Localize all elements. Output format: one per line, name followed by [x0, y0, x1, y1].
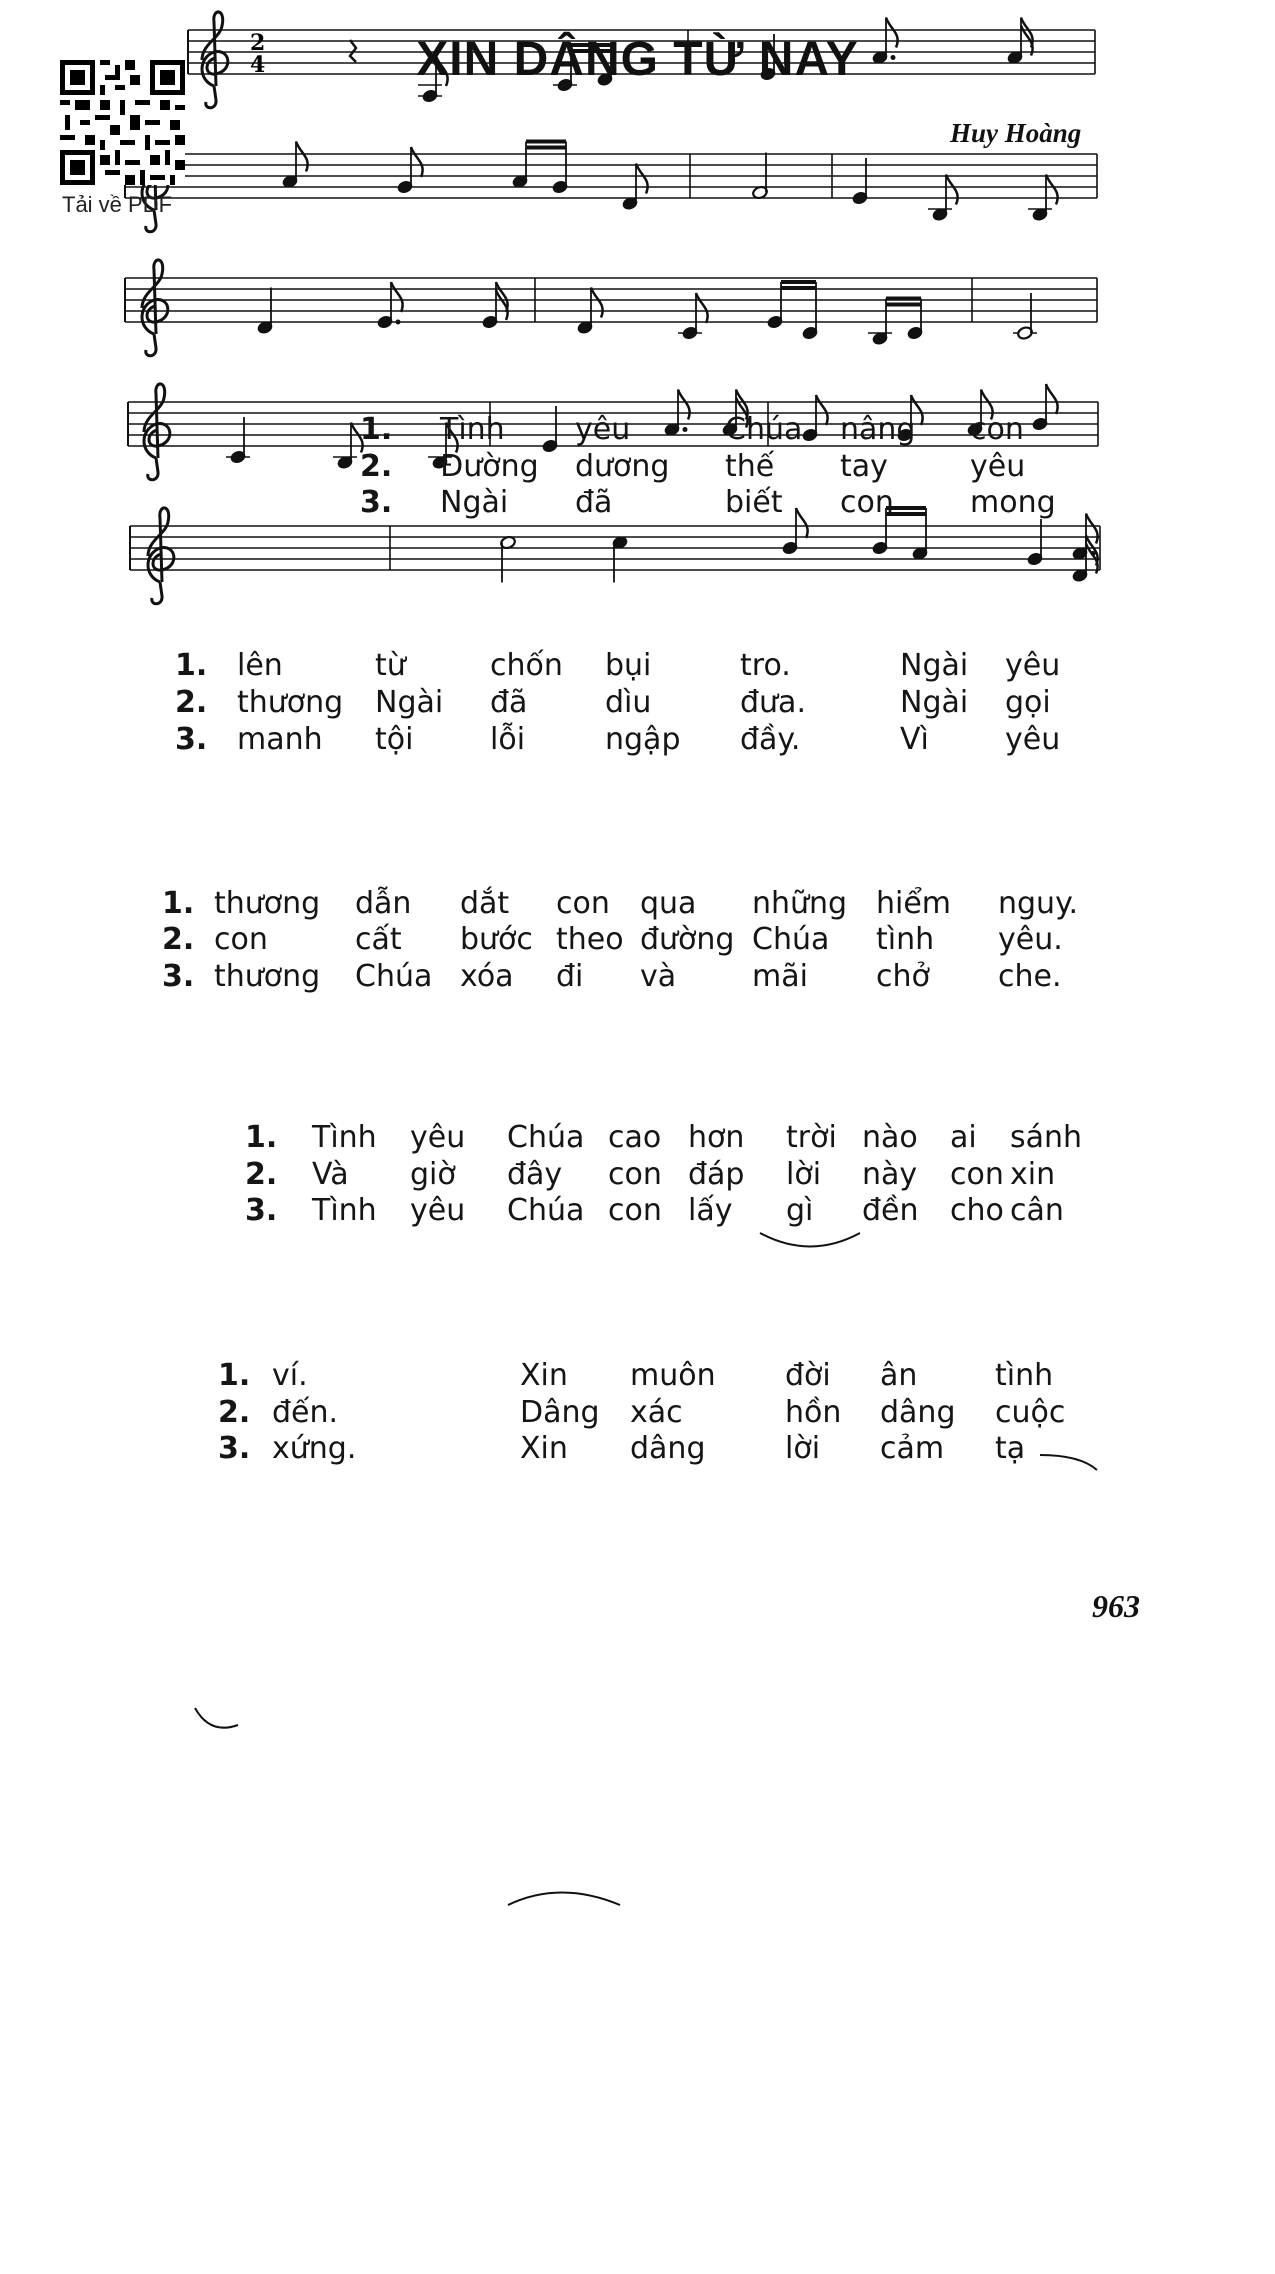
lyric-word: thương	[237, 685, 344, 720]
note-flag	[296, 142, 308, 172]
lyric-word: hồn	[785, 1395, 842, 1430]
lyric-word: yêu	[410, 1120, 466, 1155]
lyric-word: bụi	[605, 648, 652, 683]
verse-number: 2.	[162, 922, 195, 957]
time-signature: 2	[250, 30, 266, 56]
lyric-word: những	[752, 886, 848, 921]
lyric-word: lên	[237, 648, 283, 683]
lyric-word: nâng	[840, 412, 916, 447]
lyric-word: manh	[237, 722, 323, 757]
verse-number: 2.	[245, 1157, 278, 1192]
lyric-word: tình	[876, 922, 935, 957]
note-flag	[696, 293, 708, 323]
verse-number: 2.	[218, 1395, 251, 1430]
lyric-word: biết	[725, 485, 783, 520]
lyric-word: Chúa	[507, 1120, 585, 1155]
lyric-line	[0, 685, 1275, 723]
note-flag	[946, 175, 958, 205]
lyric-word: lời	[786, 1157, 822, 1192]
lyric-word: con	[608, 1193, 662, 1228]
lyric-word: che.	[998, 959, 1062, 994]
lyric-word: đáp	[688, 1157, 745, 1192]
lyric-line	[0, 922, 1275, 960]
verse-number: 1.	[175, 648, 208, 683]
lyric-word: đi	[556, 959, 584, 994]
lyric-word: yêu	[410, 1193, 466, 1228]
lyric-word: Tình	[440, 412, 505, 447]
lyric-word: mãi	[752, 959, 808, 994]
lyric-word: đưa.	[740, 685, 806, 720]
lyric-word: nào	[862, 1120, 918, 1155]
lyric-word: đã	[575, 485, 613, 520]
note-flag	[391, 282, 403, 312]
verse-number: 1.	[245, 1120, 278, 1155]
lyric-line	[0, 648, 1275, 686]
lyric-word: và	[640, 959, 677, 994]
lyric-word: cân	[1010, 1193, 1064, 1228]
lyric-word: đầy.	[740, 722, 801, 757]
lyric-word: đường	[640, 922, 735, 957]
lyric-word: con	[214, 922, 268, 957]
verse-number: 1.	[218, 1358, 251, 1393]
treble-clef-icon	[142, 260, 168, 356]
lyric-word: sánh	[1010, 1120, 1083, 1155]
verse-number: 1.	[360, 412, 393, 447]
lyric-word: đây	[507, 1157, 563, 1192]
lyric-word: xác	[630, 1395, 683, 1430]
lyric-word: đến.	[272, 1395, 339, 1430]
lyric-line	[0, 485, 1275, 523]
lyric-word: lời	[785, 1431, 821, 1466]
note-flag	[1046, 384, 1058, 414]
lyric-word: giờ	[410, 1157, 456, 1192]
lyric-word: con	[608, 1157, 662, 1192]
lyric-word: thế	[725, 449, 775, 484]
tie	[508, 1893, 620, 1906]
lyric-word: Xin	[520, 1431, 568, 1466]
lyric-word: cất	[355, 922, 402, 957]
lyric-word: xin	[1010, 1157, 1056, 1192]
lyric-word: Tình	[312, 1193, 377, 1228]
note-flag	[1046, 175, 1058, 205]
lyric-word: chốn	[490, 648, 563, 683]
lyric-word: Vì	[900, 722, 929, 757]
lyric-line	[0, 1395, 1275, 1433]
lyric-word: tro.	[740, 648, 791, 683]
lyric-word: theo	[556, 922, 624, 957]
lyric-line	[0, 1120, 1275, 1158]
lyric-word: qua	[640, 886, 697, 921]
lyric-word: gọi	[1005, 685, 1051, 720]
time-signature: 4	[250, 52, 266, 78]
lyric-word: yêu.	[998, 922, 1063, 957]
lyric-line	[0, 1193, 1275, 1231]
tie	[195, 1708, 238, 1728]
lyric-word: con	[840, 485, 894, 520]
lyric-word: hiểm	[876, 886, 952, 921]
lyric-word: từ	[375, 648, 406, 683]
lyric-word: dẫn	[355, 886, 412, 921]
lyric-line	[0, 959, 1275, 997]
lyric-word: yêu	[970, 449, 1026, 484]
lyric-word: ai	[950, 1120, 977, 1155]
lyric-line	[0, 886, 1275, 924]
lyric-word: muôn	[630, 1358, 716, 1393]
lyric-word: Chúa	[507, 1193, 585, 1228]
lyric-word: hơn	[688, 1120, 745, 1155]
lyric-word: lấy	[688, 1193, 733, 1228]
lyric-word: dâng	[630, 1431, 706, 1466]
lyric-word: yêu	[575, 412, 631, 447]
lyric-word: ngập	[605, 722, 681, 757]
lyric-word: chở	[876, 959, 930, 994]
lyric-word: ví.	[272, 1358, 308, 1393]
lyric-word: nguy.	[998, 886, 1079, 921]
lyric-word: trời	[786, 1120, 837, 1155]
lyric-word: tình	[995, 1358, 1054, 1393]
lyric-line	[0, 1431, 1275, 1469]
lyric-line	[0, 449, 1275, 487]
note-flag	[411, 147, 423, 177]
lyric-word: Ngài	[900, 685, 969, 720]
lyric-word: bước	[460, 922, 533, 957]
lyric-word: Đường	[440, 449, 539, 484]
lyric-word: Chúa	[725, 412, 803, 447]
lyric-word: gì	[786, 1193, 814, 1228]
lyric-word: lỗi	[490, 722, 526, 757]
lyric-word: Chúa	[752, 922, 830, 957]
lyric-word: xứng.	[272, 1431, 357, 1466]
verse-number: 2.	[175, 685, 208, 720]
lyric-word: đã	[490, 685, 528, 720]
lyric-word: tội	[375, 722, 414, 757]
lyric-line	[0, 1157, 1275, 1195]
verse-number: 3.	[218, 1431, 251, 1466]
composer-name: Huy Hoàng	[950, 118, 1082, 148]
lyric-word: Ngài	[440, 485, 509, 520]
lyric-word: đền	[862, 1193, 919, 1228]
lyric-word: xóa	[460, 959, 514, 994]
lyric-word: mong	[970, 485, 1056, 520]
lyric-word: dương	[575, 449, 670, 484]
lyric-word: dắt	[460, 886, 510, 921]
note-flag	[496, 290, 508, 320]
lyric-word: cuộc	[995, 1395, 1066, 1430]
lyric-word: tạ	[995, 1431, 1026, 1466]
lyric-line	[0, 412, 1275, 450]
lyric-word: yêu	[1005, 648, 1061, 683]
lyric-word: thương	[214, 959, 321, 994]
note-flag	[636, 164, 648, 194]
music-staff	[0, 248, 1275, 368]
lyric-word: Và	[312, 1157, 349, 1192]
verse-number: 1.	[162, 886, 195, 921]
lyric-word: Xin	[520, 1358, 568, 1393]
lyric-line	[0, 1358, 1275, 1396]
lyric-word: dâng	[880, 1395, 956, 1430]
note-flag	[591, 288, 603, 318]
song-title: XIN DÂNG TỪ NAY	[416, 33, 859, 86]
verse-number: 3.	[162, 959, 195, 994]
lyric-word: Dâng	[520, 1395, 600, 1430]
lyric-word: thương	[214, 886, 321, 921]
lyric-word: Ngài	[375, 685, 444, 720]
page-number: 963	[1092, 1588, 1140, 1624]
lyric-word: yêu	[1005, 722, 1061, 757]
tie	[760, 1233, 860, 1247]
lyric-word: cảm	[880, 1431, 945, 1466]
lyric-word: cho	[950, 1193, 1004, 1228]
download-pdf-label[interactable]: Tải về PDF	[62, 192, 173, 217]
lyric-word: con	[950, 1157, 1004, 1192]
verse-number: 3.	[175, 722, 208, 757]
music-staff	[0, 124, 1275, 244]
lyric-word: cao	[608, 1120, 662, 1155]
lyric-word: tay	[840, 449, 888, 484]
lyric-line	[0, 722, 1275, 760]
lyric-word: Chúa	[355, 959, 433, 994]
lyric-word: con	[970, 412, 1024, 447]
lyric-word: dìu	[605, 685, 652, 720]
lyric-word: con	[556, 886, 610, 921]
verse-number: 3.	[360, 485, 393, 520]
lyric-word: đời	[785, 1358, 831, 1393]
lyric-word: Tình	[312, 1120, 377, 1155]
lyric-word: ân	[880, 1358, 918, 1393]
dot	[396, 320, 401, 325]
lyric-word: này	[862, 1157, 918, 1192]
lyric-word: Ngài	[900, 648, 969, 683]
verse-number: 3.	[245, 1193, 278, 1228]
verse-number: 2.	[360, 449, 393, 484]
